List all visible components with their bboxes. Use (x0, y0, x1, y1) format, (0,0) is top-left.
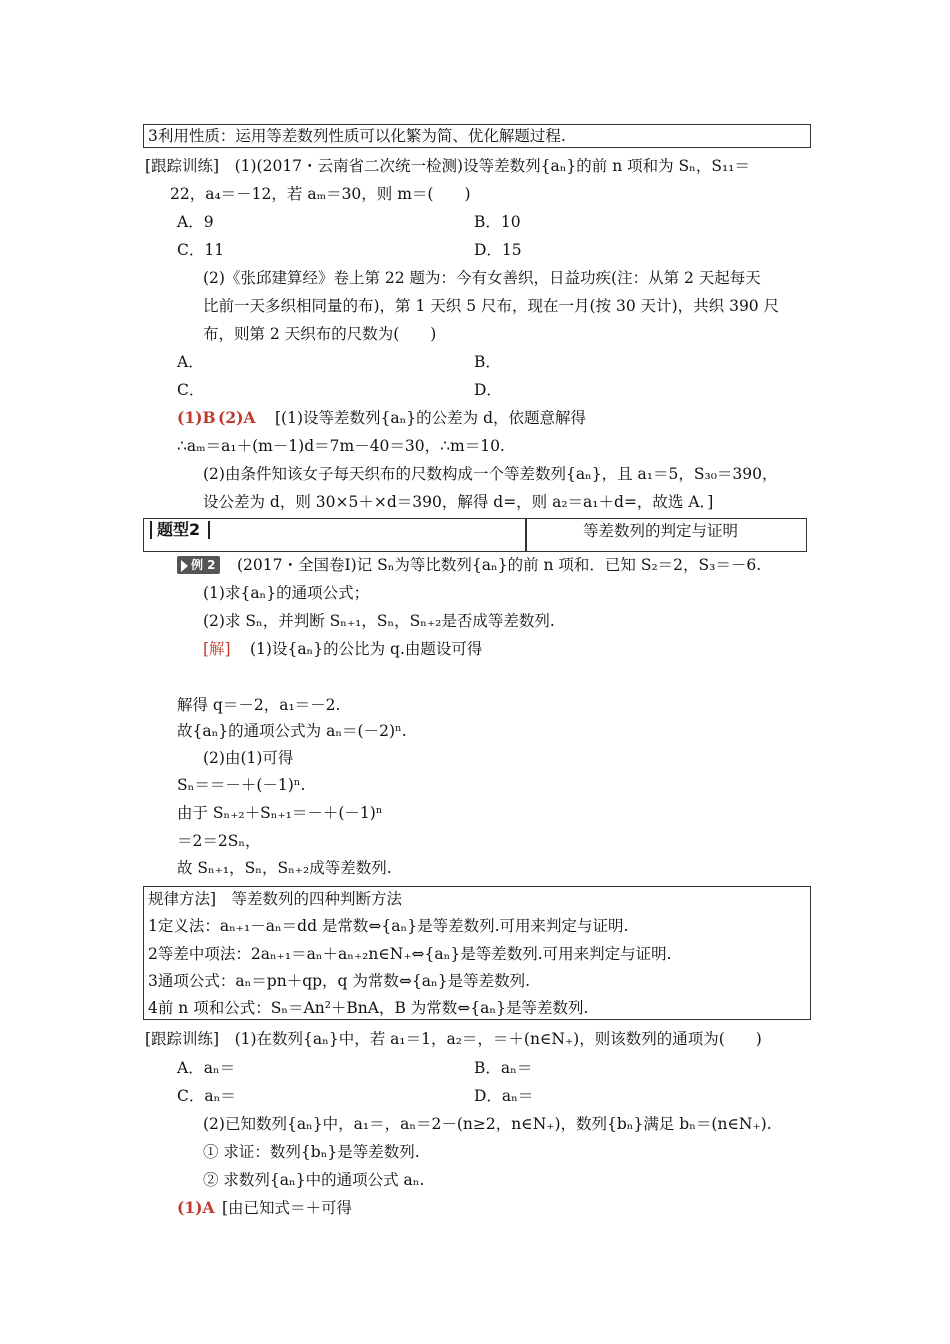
track1-answer-1: (1)B (177, 408, 216, 427)
solution-line4: (2)由(1)可得 (203, 749, 294, 767)
track2-opt-c: C．aₙ＝ (177, 1087, 236, 1105)
track2-q2-line1: (2)已知数列{aₙ}中，a₁＝，aₙ＝2－(n≥2，n∈N₊)，数列{bₙ}满足 bₙ＝(n∈N₊). (203, 1115, 772, 1133)
methods-item-3: 3通项公式：aₙ＝pn＋qp，q 为常数⇔{aₙ}是等差数列. (148, 972, 530, 990)
section-title: 等差数列的判定与证明 (583, 522, 739, 540)
track1-opt2-b: B． (474, 353, 501, 371)
example-line1: (2017・全国卷Ⅰ)记 Sₙ为等比数列{aₙ}的前 n 项和．已知 S₂＝2，S₃＝－6. (237, 556, 762, 574)
track1-opt-c: C．11 (177, 241, 225, 259)
track1-q1-line2: 22，a₄＝－12，若 aₘ＝30，则 m＝( ) (170, 185, 471, 203)
methods-item-4: 4前 n 项和公式：Sₙ＝An²＋BnA，B 为常数⇔{aₙ}是等差数列. (148, 999, 589, 1017)
track1-q2-line1: (2)《张邱建算经》卷上第 22 题为：今有女善织，日益功疾(注：从第 2 天起每天 (203, 269, 761, 287)
track2-answer-1: (1)A (177, 1198, 215, 1217)
solution-line3: 故{aₙ}的通项公式为 aₙ＝(－2)ⁿ. (177, 722, 407, 740)
solution-line1: (1)设{aₙ}的公比为 q.由题设可得 (250, 640, 483, 658)
example-line2: (1)求{aₙ}的通项公式； (203, 584, 370, 602)
track2-opt-b: B．aₙ＝ (474, 1059, 533, 1077)
track1-opt2-a: A． (177, 353, 204, 371)
track2-q1-line1: [跟踪训练] (1)在数列{aₙ}中，若 a₁＝1，a₂＝，＝＋(n∈N₊)，则该数列的通项为( ) (145, 1030, 762, 1048)
track2-opt-a: A．aₙ＝ (177, 1059, 236, 1077)
solution-line8: 故 Sₙ₊₁，Sₙ，Sₙ₊₂成等差数列. (177, 859, 392, 877)
track1-opt2-c: C． (177, 381, 205, 399)
methods-item-2: 2等差中项法：2aₙ₊₁＝aₙ＋aₙ₊₂n∈N₊⇔{aₙ}是等差数列.可用来判定与证明. (148, 945, 672, 963)
track1-q1-line1: [跟踪训练] (1)(2017・云南省二次统一检测)设等差数列{aₙ}的前 n 项和为 Sₙ，S₁₁＝ (145, 157, 750, 175)
section-label-bar (150, 521, 152, 539)
solution-line7: ＝2＝2Sₙ， (177, 832, 261, 850)
track2-answer-rest: [由已知式＝＋可得 (222, 1199, 353, 1217)
track2-opt-d: D．aₙ＝ (474, 1087, 534, 1105)
track1-opt2-d: D． (474, 381, 502, 399)
track1-opt-a: A．9 (177, 213, 214, 231)
track1-answer-line2: ∴aₘ＝a₁＋(m－1)d＝7m－40＝30，∴m＝10. (177, 437, 505, 455)
section-header-divider (525, 518, 527, 552)
track1-q2-line3: 布，则第 2 天织布的尺数为( ) (203, 325, 437, 343)
track1-answer-2: (2)A (218, 408, 256, 427)
solution-tag: [解] (203, 640, 231, 658)
track2-q2-sub2: ② 求数列{aₙ}中的通项公式 aₙ. (203, 1171, 425, 1189)
section-label: 题型2 (157, 520, 201, 539)
section-label-bar-right (208, 521, 210, 539)
track1-answer-line1: [(1)设等差数列{aₙ}的公差为 d，依题意解得 (275, 409, 587, 427)
methods-title: 规律方法] 等差数列的四种判断方法 (148, 890, 403, 908)
triangle-icon (181, 560, 188, 572)
example-tag: 例 2 (177, 556, 220, 574)
track1-opt-d: D．15 (474, 241, 522, 259)
solution-line6: 由于 Sₙ₊₂＋Sₙ₊₁＝－＋(－1)ⁿ (177, 804, 383, 822)
track1-opt-b: B．10 (474, 213, 521, 231)
track1-answer-line4: 设公差为 d，则 30×5＋×d＝390，解得 d=，则 a₂＝a₁＋d=，故选 A．] (203, 493, 714, 511)
solution-line5: Sₙ＝＝－＋(－1)ⁿ. (177, 776, 306, 794)
track2-q2-sub1: ① 求证：数列{bₙ}是等差数列. (203, 1143, 420, 1161)
methods-item-1: 1定义法：aₙ₊₁－aₙ＝dd 是常数⇔{aₙ}是等差数列.可用来判定与证明. (148, 917, 629, 935)
track1-q2-line2: 比前一天多织相同量的布)，第 1 天织 5 尺布，现在一月(按 30 天计)，共织 390 尺 (203, 297, 780, 315)
solution-line2: 解得 q＝－2，a₁＝－2. (177, 696, 341, 714)
property-text: 3利用性质：运用等差数列性质可以化繁为简、优化解题过程. (148, 127, 566, 145)
track1-answer-line3: (2)由条件知该女子每天织布的尺数构成一个等差数列{aₙ}，且 a₁＝5，S₃₀＝390， (203, 465, 778, 483)
example-line3: (2)求 Sₙ，并判断 Sₙ₊₁，Sₙ，Sₙ₊₂是否成等差数列. (203, 612, 555, 630)
